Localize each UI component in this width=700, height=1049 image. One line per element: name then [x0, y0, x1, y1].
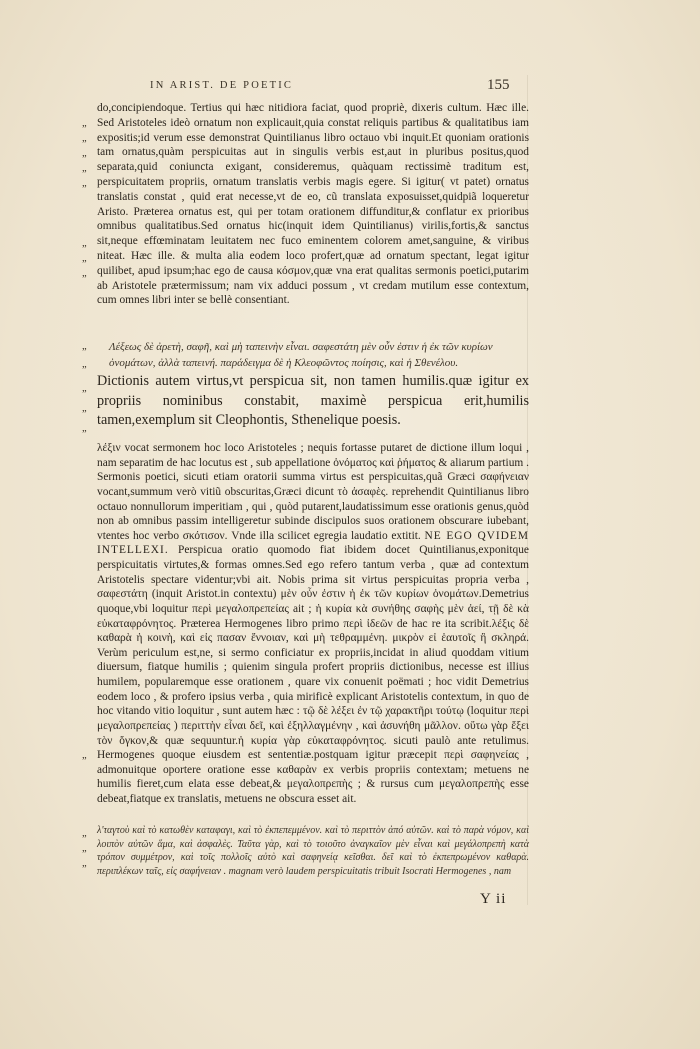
body-paragraph [97, 101, 529, 308]
margin-quote-mark: „ [82, 148, 86, 159]
running-head: IN ARIST. DE POETIC [150, 80, 294, 91]
latin-translation: Dictionis autem virtus,vt perspicua sit, non tamen humilis.quæ igitur ex propriis nominibus constabit, maximè perspicua erit,humilis tamen,exemplum sit Cleophontis, Sthenelique poesis. [97, 373, 529, 428]
margin-quote-mark: „ [82, 750, 86, 761]
margin-quote-mark: „ [82, 828, 86, 839]
margin-quote-mark: „ [82, 359, 86, 370]
margin-quote-mark: „ [82, 163, 86, 174]
margin-quote-mark: „ [82, 843, 86, 854]
greek-quotation: Λέξεως δὲ ἀρετὴ, σαφῆ, καὶ μὴ ταπεινὴν εἶναι. σαφεστάτη μὲν οὖν ἐστιν ἡ ἐκ τῶν κυρίων ὀνομάτων, ἀλλὰ ταπεινή. παράδειγμα δὲ ἡ Κλεοφῶντος ποίησις, καὶ ἡ Σθενέλου. [109, 341, 493, 369]
margin-quote-mark: „ [82, 383, 86, 394]
greek-tail-paragraph: λ'ταγτοὺ καὶ τὸ κατωθὲν καταφαγι, καὶ τὸ ἐκπεπεμμένον. καὶ τὸ περιττὸν ἀπό αὐτῶν. καὶ τὸ παρὰ νόμον, καὶ λοιπὸν αὐτῶν ἅμα, καὶ ἀσφαλὲς. Ταῦτα γὰρ, καὶ τὸ τοιοῦτο ἀναγκαῖον μὲν εἶναι καὶ μεγάλοπρεπὴ κατὰ τρόπον συμμέτρον, καὶ τοῖς πολλοῖς αὐτὸ καὶ σαφηνείᾳ κεῖσθαι. δεῖ καὶ τὸ ἐκπεπρωμένον καθαρὰ. περιπλέκων ταῖς, εἰς σαφήνειαν . magnam verò laudem perspicuitatis tribuit Isocrati Hermogenes , nam [97, 825, 529, 877]
page-number: 155 [487, 77, 510, 93]
margin-quote-mark: „ [82, 268, 86, 279]
margin-quote-mark: „ [82, 253, 86, 264]
margin-quote-mark: „ [82, 118, 86, 129]
commentary-part-1: λέξιν vocat sermonem hoc loco Aristoteles ; nequis fortasse putaret de dictione illum loqui , nam separatim de hac locutus est , sub appellatione ὀνόματος καὶ ῥήματος & aliarum partium . Sermonis poetici, sicuti etiam oratorii summa virtus est perspicuitas,quã Græci σαφήνειαν vocant,summum verò vitiũ obscuritas,Græci dicunt τὸ ἀσαφὲς. reprehendit Quintilianus libro octauo nonnullorum imperitiam , qui , quòd putarent,laudatissimum esse orationis genus,quòd non ab omnibus passim intelligeretur subinde discipulos suos orationem obscurare iubebant, vtentes hoc verbo σκότισον. Vnde illa scilicet egregia laudatio extitit. [97, 442, 529, 542]
commentary-part-2: Perspicua oratio quomodo fiat ibidem docet Quintilianus,exponitque perspicuitatis virtutes,& formas omnes.Sed ego refero tantum verba , quæ ad contextum Aristotelis spectare videntur;vbi ait. Nobis prima sit virtus perspicuitas propria verba , σαφεστάτη (inquit Aristot.in contextu) μὲν οὖν ἐστιν ἡ ἐκ τῶν κυρίων ὀνομάτων.Demetrius quoque,vbi loquitur περὶ μεγαλοπρεπείας ait ; ἡ κυρία κὰ συνήθης σαφὴς μὲν ἀεί, τῇ δὲ κὰ εὐκαταφρόνητος. Præterea Hermogenes libro primo περὶ ἰδεῶν de hac re ita scribit.λέξις δὲ καθαρὰ ἡ κοινὴ, καὶ εἰς πασαν ἔννοιαν, καὶ μὴ τεθραμμένη. μικρὸν εἰ ἑαυτοῖς ἢ σκληρά. Verùm periculum est,ne, si sermo conficiatur ex propriis,incidat in aliud quoddam vitium diuersum, fiatque humilis ; quienim singula profert propriis dictionibus, necesse est illius humilem, popularemque esse orationem , quare vix conuenit poëmati ; hoc vidit Demetrius eodem loco , & profero ipsius verba , quia mirificè explicant Aristotelis contextum, in quo de hoc vitando vitio loquitur , sunt autem hæc : τῷ δὲ λέξει ἐν τῷ χαρακτῆρι τούτῳ (loquitur περὶ μεγαλοπρεπείας ) περιττὴν εἶναι δεῖ, καὶ ἐξηλλαγμένην , καὶ ἀσυνήθη μᾶλλον. οὕτω γὰρ ἕξει τὸν ὄγκον,& quæ sequuntur.ἡ κυρία γὰρ εὐκαταφρόνητος. sicuti paulò ante retulimus. Hermogenes quoque eiusdem est sententiæ.postquam igitur præcepit περὶ σαφηνείας , admonuitque oportere oratione esse καθαρὰν ex verbis propriis contextam; metuens ne humilis fieret,cum elata esse debeat,& μεγαλοπρεπὴς ; & rursus cum μεγαλοπρεπὴς esse debeat,fiatque ex translatis, metuens ne obscura esset ait. [97, 544, 529, 805]
margin-quote-mark: „ [82, 178, 86, 189]
margin-quote-mark: „ [82, 133, 86, 144]
commentary-paragraph [97, 441, 529, 807]
margin-quote-mark: „ [82, 403, 86, 414]
smallcaps-quote: NE EGO QVIDEM INTELLEXI. [97, 529, 529, 557]
paragraph-1: do,concipiendoque. Tertius qui hæc nitidiora faciat, quod propriè, dixeris cultum. Hæc ille. Sed Aristoteles ideò ornatum non explicauit,quia constat reliquis partibus & qualitatibus iam expositis;id verum esse demonstrat Quintilianus libro octauo vbi inquit.Et quoniam orationis tam ornatus,quàm perspicuitas aut in singulis verbis est,aut in pluribus positus,quod separata,quid coniuncta exigant, consideremus, quàquam rectissimè traditum est, perspicuitatem propriis, ornatum translatis verbis magis egere. Si igitur( vt patet) ornatus translatis constat , quid erat necesse,vt de eo, cũ translata exposuisset,quidpiã loqueretur Aristo. Præterea ornatus est, qui per totam orationem diffunditur,& conflatur ex prioribus omnibus qualitatibus.Sed ornatus hic(inquit idem Quintilianus) virilis,fortis,& sanctus sit,neque effœminatam leuitatem nec fuco eminentem colorem amet,sanguine, & viribus niteat. Hæc ille. & multa alia eodem loco profert,quæ ad ornatum spectant, legat igitur quilibet, apud ipsum;hac ego de causa κόσμον,quæ vna erat qualitas sermonis poetici,putarim ab Aristotele prætermissum; nam vix adduci possum , vt credam mutilum esse contextum, cum omnes libri inter se bellè consentiant. [97, 102, 529, 307]
margin-quote-mark: „ [82, 423, 86, 434]
margin-quote-mark: „ [82, 238, 86, 249]
signature-mark: Y ii [480, 891, 507, 907]
margin-quote-mark: „ [82, 341, 86, 352]
margin-quote-mark: „ [82, 858, 86, 869]
